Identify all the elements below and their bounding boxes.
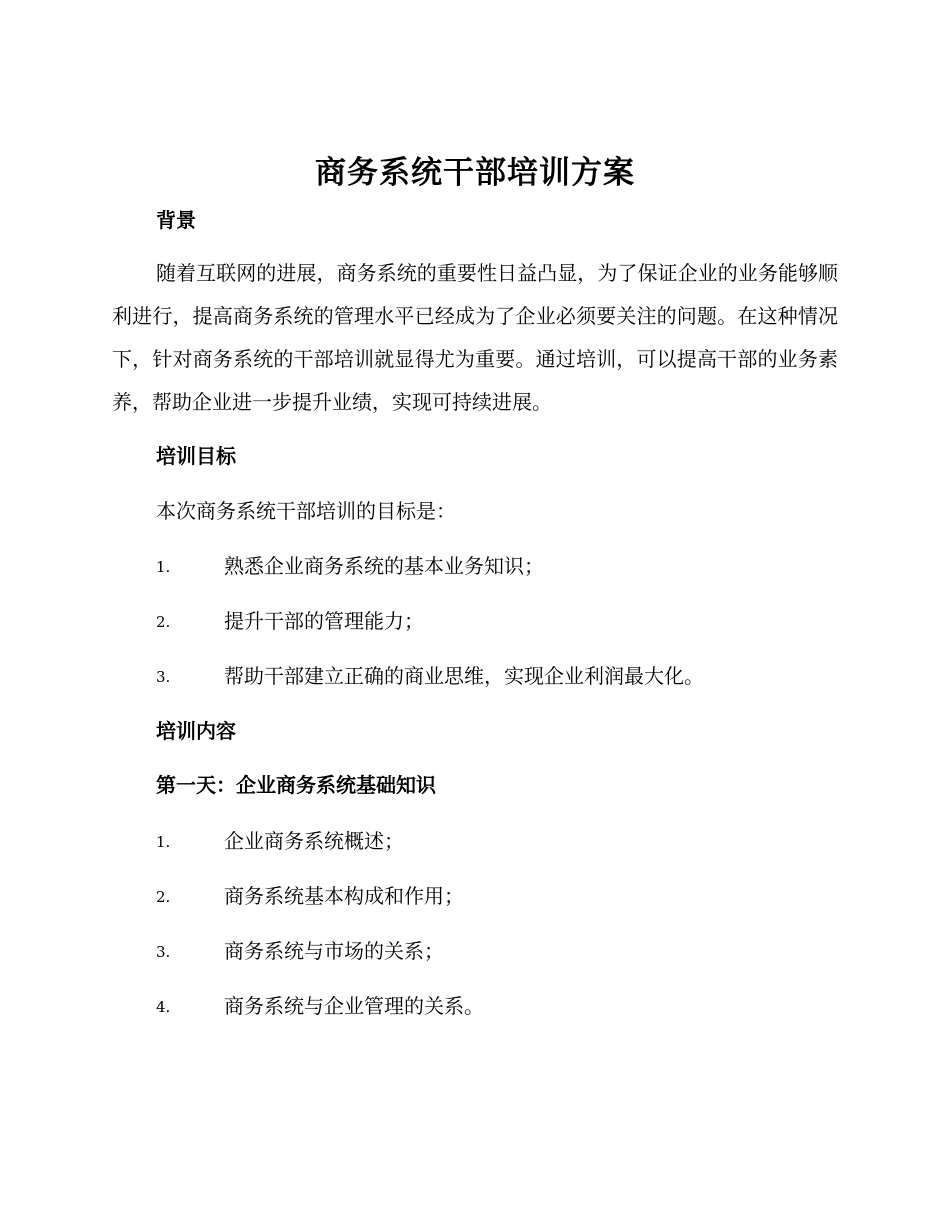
- section-heading-background: 背景: [156, 208, 196, 232]
- list-item-number: 2.: [156, 613, 171, 631]
- list-item-number: 1.: [156, 558, 171, 576]
- list-item: [156, 826, 856, 856]
- list-item-number: 3.: [156, 668, 171, 686]
- section-heading-content: 培训内容: [156, 719, 236, 743]
- list-item-number: 1.: [156, 833, 171, 851]
- list-item-text: 商务系统与企业管理的关系。: [224, 994, 484, 1018]
- list-item-number: 2.: [156, 888, 171, 906]
- list-item-text: 企业商务系统概述；: [224, 829, 404, 853]
- document-title: 商务系统干部培训方案: [315, 155, 635, 191]
- list-item: [156, 661, 856, 691]
- list-item-text: 商务系统与市场的关系；: [224, 939, 444, 963]
- list-item: [156, 936, 856, 966]
- list-item: [156, 881, 856, 911]
- list-item: [156, 991, 856, 1021]
- list-item-text: 帮助干部建立正确的商业思维，实现企业利润最大化。: [224, 664, 704, 688]
- list-item-text: 提升干部的管理能力；: [224, 609, 424, 633]
- list-item-text: 熟悉企业商务系统的基本业务知识；: [224, 554, 544, 578]
- subheading-day1: 第一天：企业商务系统基础知识: [156, 773, 436, 797]
- section-heading-goals: 培训目标: [156, 444, 236, 468]
- list-item: [156, 606, 856, 636]
- list-item: [156, 551, 856, 581]
- background-paragraph: 随着互联网的进展，商务系统的重要性日益凸显，为了保证企业的业务能够顺利进行，提高商务系统的管理水平已经成为了企业必须要关注的问题。在这种情况下，针对商务系统的干部培训就显得尤为重要。通过培训，可以提高干部的业务素养，帮助企业进一步提升业绩，实现可持续进展。: [112, 261, 838, 414]
- goals-intro: 本次商务系统干部培训的目标是：: [156, 499, 456, 523]
- list-item-text: 商务系统基本构成和作用；: [224, 884, 464, 908]
- list-item-number: 4.: [156, 998, 171, 1016]
- list-item-number: 3.: [156, 943, 171, 961]
